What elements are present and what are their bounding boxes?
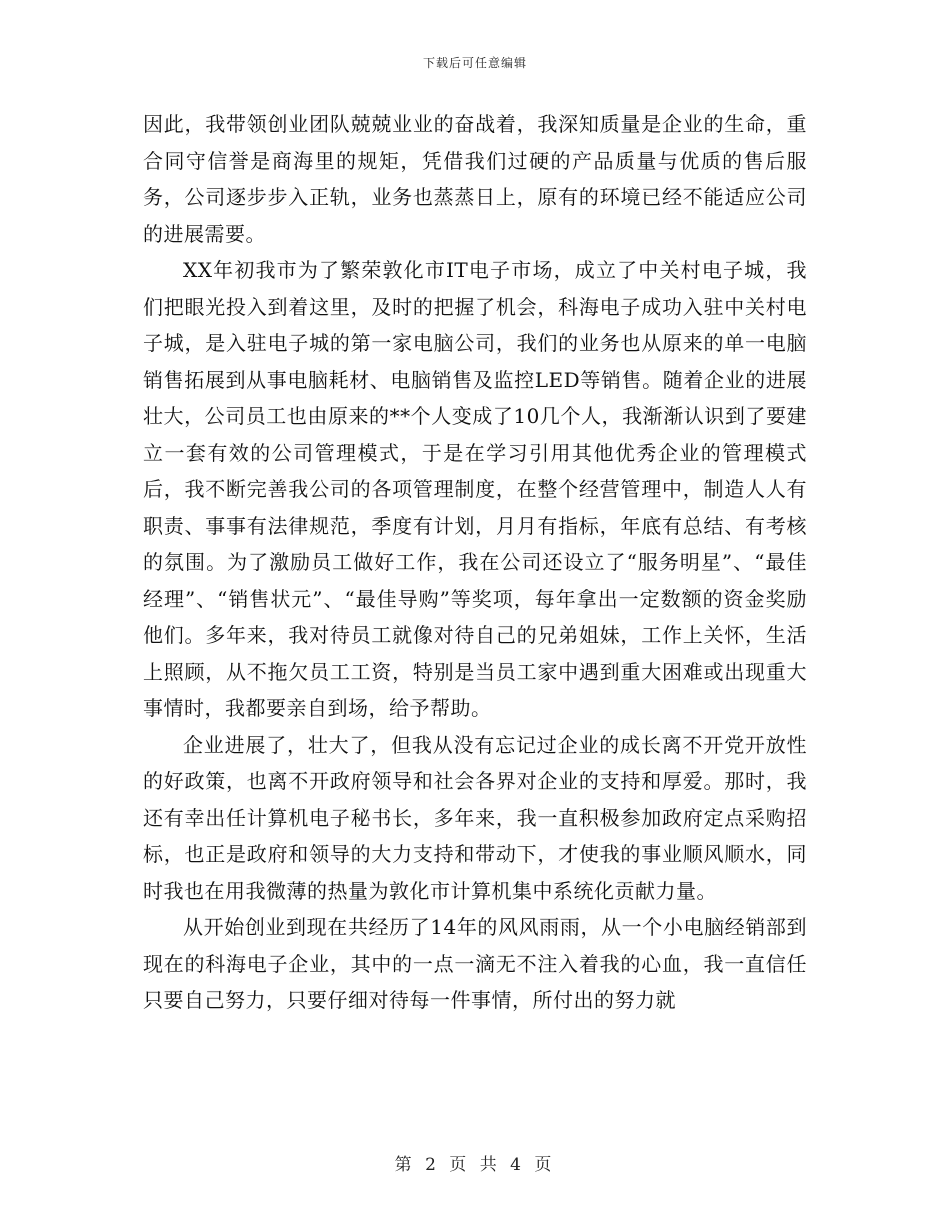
paragraph-3: 企业进展了，壮大了，但我从没有忘记过企业的成长离不开党开放性的好政策，也离不开政府领导和社会各界对企业的支持和厚爱。那时，我还有幸出任计算机电子秘书长，多年来，我一直积极参加政府定点采购招标，也正是政府和领导的大力支持和带动下，才使我的事业顺风顺水，同时我也在用我微薄的热量为敦化市计算机集中系统化贡献力量。 <box>143 732 807 903</box>
paragraph-4: 从开始创业到现在共经历了14年的风风雨雨，从一个小电脑经销部到现在的科海电子企业，其中的一点一滴无不注入着我的心血，我一直信任只要自己努力，只要仔细对待每一件事情，所付出的努力就 <box>143 915 807 1012</box>
page-header: 下载后可任意编辑 <box>422 56 527 70</box>
paragraph-2: XX年初我市为了繁荣敦化市IT电子市场，成立了中关村电子城，我们把眼光投入到着这里，及时的把握了机会，科海电子成功入驻中关村电子城，是入驻电子城的第一家电脑公司，我们的业务也从原来的单一电脑销售拓展到从事电脑耗材、电脑销售及监控LED等销售。随着企业的进展壮大，公司员工也由原来的**个人变成了10几个人，我渐渐认识到了要建立一套有效的公司管理模式，于是在学习引用其他优秀企业的管理模式后，我不断完善我公司的各项管理制度，在整个经营管理中，制造人人有职责、事事有法律规范，季度有计划，月月有指标，年底有总结、有考核的氛围。为了激励员工做好工作，我在公司还设立了“服务明星”、“最佳经理”、“销售状元”、“最佳导购”等奖项，每年拿出一定数额的资金奖励他们。多年来，我对待员工就像对待自己的兄弟姐妹，工作上关怀，生活上照顾，从不拖欠员工工资，特别是当员工家中遇到重大困难或出现重大事情时，我都要亲自到场，给予帮助。 <box>143 258 807 720</box>
page-number-footer: 第 2 页 共 4 页 <box>394 1155 556 1175</box>
document-body <box>143 106 807 1019</box>
paragraph-1: 因此，我带领创业团队兢兢业业的奋战着，我深知质量是企业的生命，重合同守信誉是商海里的规矩，凭借我们过硬的产品质量与优质的售后服务，公司逐步步入正轨，业务也蒸蒸日上，原有的环境已经不能适应公司的进展需要。 <box>143 112 807 246</box>
